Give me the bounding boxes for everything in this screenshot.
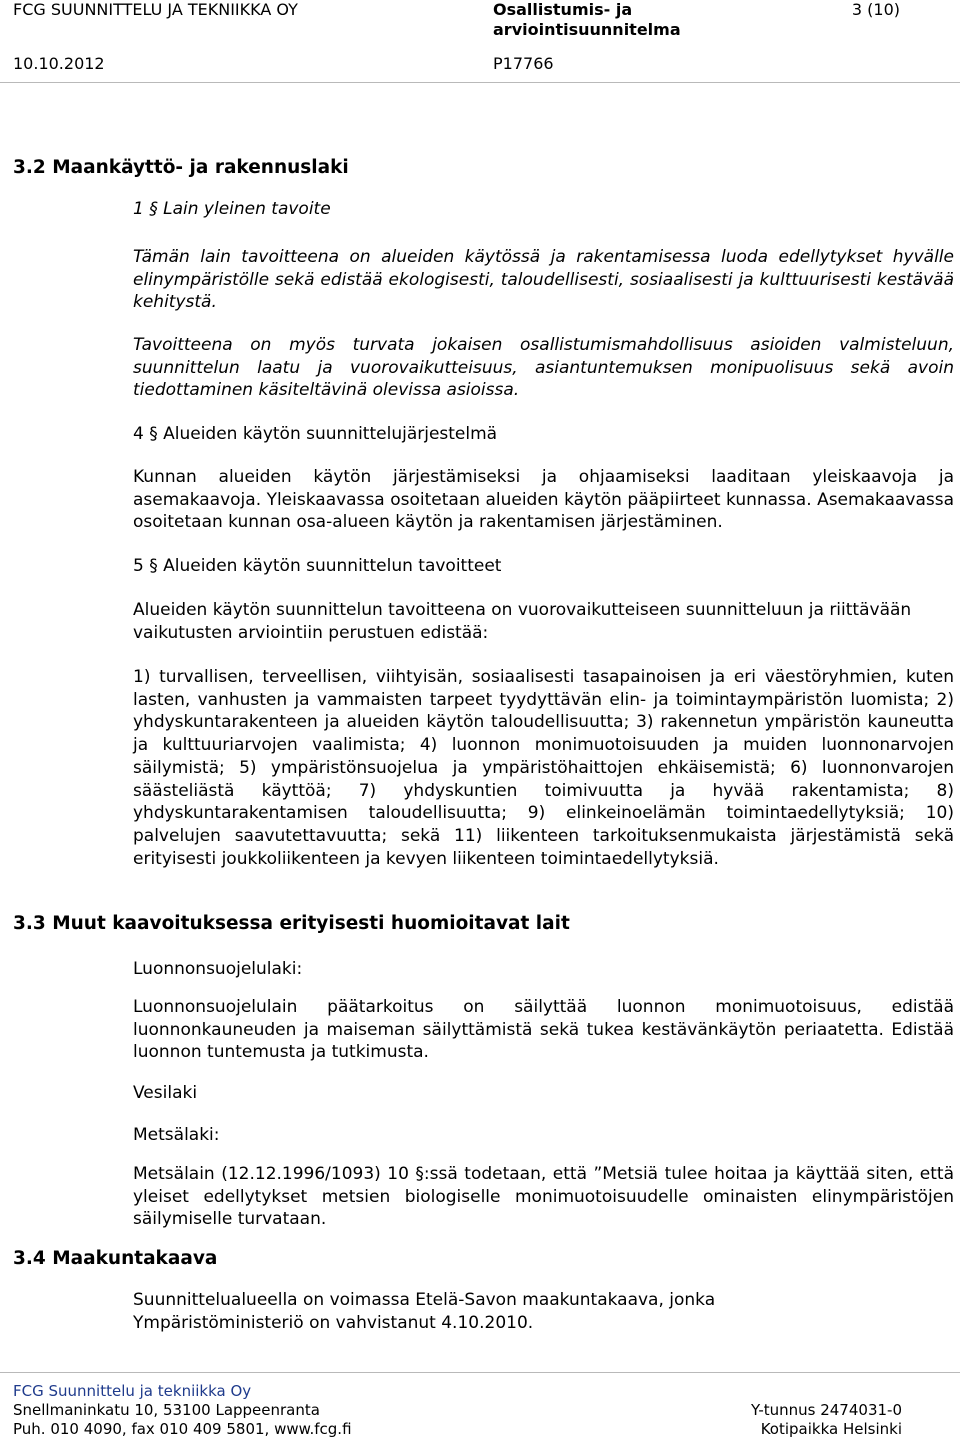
header-project-code: P17766 [493, 54, 554, 73]
header-page-number: 3 (10) [851, 0, 900, 19]
header-doc-title-line1: Osallistumis- ja [493, 0, 633, 19]
footer-domicile: Kotipaikka Helsinki [760, 1420, 902, 1438]
section-3-4-text: Suunnittelualueella on voimassa Etelä-Savon maakuntakaava, jonka Ympäristöministeriö on vahvistanut 4.10.2010. [133, 1290, 716, 1333]
para1-text-b: Tavoitteena on myös turvata jokaisen osallistumismahdollisuus asioiden valmisteluun, suunnittelun laatu ja vuorovaikutteisuus, asiantuntemuksen monipuolisuus sekä avoin tiedottaminen käsiteltävinä olevissa asioissa. [133, 335, 954, 401]
para4-text: Kunnan alueiden käytön järjestämiseksi ja ohjaamiseksi laaditaan yleiskaavoja ja asemakaavoja. Yleiskaavassa osoitetaan alueiden käytön pääpiirteet kunnassa. Asemakaavassa osoitetaan kunnan osa-alueen käytön ja rakentamisen järjestäminen. [133, 467, 954, 533]
law1-title: Luonnonsuojelulaki: [133, 959, 303, 979]
para5-heading: 5 § Alueiden käytön suunnittelun tavoitteet [133, 556, 502, 576]
section-3-3-heading: 3.3 Muut kaavoituksessa erityisesti huomioitavat lait [13, 913, 570, 934]
header-divider [0, 82, 960, 83]
header-date: 10.10.2012 [13, 54, 105, 73]
footer-company: FCG Suunnittelu ja tekniikka Oy [13, 1382, 252, 1400]
section-3-4-heading: 3.4 Maakuntakaava [13, 1248, 218, 1269]
header-doc-title-line2: arviointisuunnitelma [493, 20, 681, 39]
footer [13, 1382, 902, 1439]
section-3-2-heading: 3.2 Maankäyttö- ja rakennuslaki [13, 157, 349, 178]
law3-title: Metsälaki: [133, 1125, 220, 1145]
para1-heading: 1 § Lain yleinen tavoite [133, 199, 331, 219]
footer-address: Snellmaninkatu 10, 53100 Lappeenranta [13, 1401, 320, 1419]
para1-text-a: Tämän lain tavoitteena on alueiden käytössä ja rakentamisessa luoda edellytykset hyvälle elinympäristölle sekä edistää ekologisesti, taloudellisesti, sosiaalisesti ja kulttuurisesti kestävää kehitystä. [133, 247, 954, 313]
header-company: FCG SUUNNITTELU JA TEKNIIKKA OY [13, 0, 298, 19]
para5-list: 1) turvallisen, terveellisen, viihtyisän, sosiaalisesti tasapainoisen ja eri väestöryhmien, kuten lasten, vanhusten ja vammaisten tarpeet tyydyttävän elin- ja toimintaympäristön luomista; 2) yhdyskuntarakenteen ja alueiden käytön taloudellisuutta; 3) rakennetun ympäristön kauneutta ja kulttuuriarvojen vaalimista; 4) luonnon monimuotoisuuden ja muiden luonnonarvojen säilymistä; 5) ympäristönsuojelua ja ympäristöhaittojen ehkäisemistä; 6) luonnonvarojen säästeliästä käyttöä; 7) yhdyskuntien toimivuutta ja hyvää rakentamista; 8) yhdyskuntarakentamisen taloudellisuutta; 9) elinkeinoelämän toimintaedellytyksiä; 10) palvelujen saavutettavuutta; sekä 11) liikenteen tarkoituksenmukaista järjestämistä sekä erityisesti joukkoliikenteen ja kevyen liikenteen toimintaedellytyksiä. [133, 667, 954, 869]
footer-divider [0, 1372, 960, 1373]
footer-business-id: Y-tunnus 2474031-0 [750, 1401, 902, 1419]
footer-contact: Puh. 010 4090, fax 010 409 5801, www.fcg.fi [13, 1420, 352, 1438]
para4-heading: 4 § Alueiden käytön suunnittelujärjestelmä [133, 424, 498, 444]
law3-text: Metsälain (12.12.1996/1093) 10 §:ssä todetaan, että ”Metsiä tulee hoitaa ja käyttää siten, että yleiset edellytykset metsien biologiselle monimuotoisuudelle ominaisten elinympäristöjen säilymiselle turvataan. [133, 1164, 954, 1230]
law2-title: Vesilaki [133, 1083, 198, 1103]
law1-text: Luonnonsuojelulain päätarkoitus on säilyttää luonnon monimuotoisuus, edistää luonnonkauneuden ja maiseman säilyttämistä sekä tukea kestävänkäytön periaatetta. Edistää luonnon tuntemusta ja tutkimusta. [133, 997, 954, 1063]
para5-intro: Alueiden käytön suunnittelun tavoitteena on vuorovaikutteiseen suunnitteluun ja riittävään vaikutusten arviointiin perustuen edistää: [133, 600, 912, 643]
